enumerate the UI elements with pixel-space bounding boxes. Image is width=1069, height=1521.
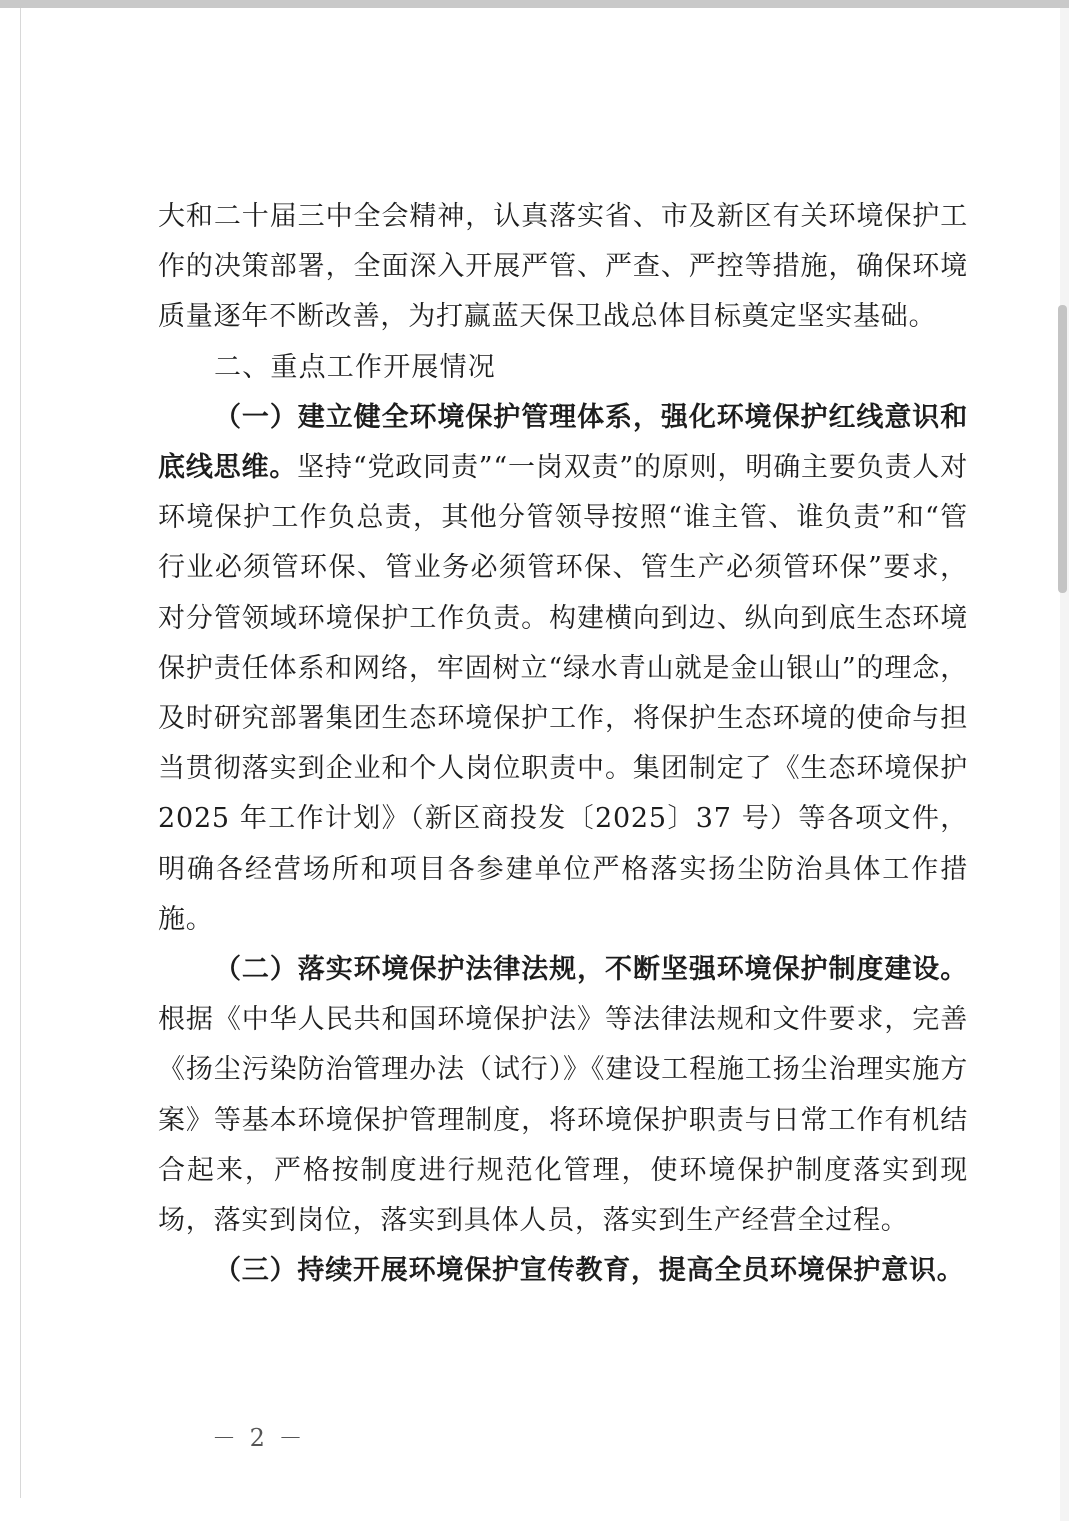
paragraph-continuation [158, 192, 968, 343]
paragraph-text: 根据《中华人民共和国环境保护法》等法律法规和文件要求，完善《扬尘污染防治管理办法（试行）》《建设工程施工扬尘治理实施方案》等基本环境保护管理制度，将环境保护职责与日常工作有机结合起来，严格按制度进行规范化管理，使环境保护制度落实到现场，落实到岗位，落实到具体人员，落实到生产经营全过程。 [158, 1004, 968, 1237]
paragraph-lead: （一）建立健全环境保护管理体系，强化环境保护红线意识和底线思维。 [158, 401, 968, 484]
scrollbar-track[interactable] [1060, 8, 1069, 1521]
paragraph-item-2 [158, 945, 968, 1246]
scrollbar-thumb[interactable] [1058, 305, 1067, 593]
viewer-top-bar [0, 0, 1069, 8]
document-body [158, 192, 968, 1296]
paragraph-text: 坚持“党政同责”“一岗双责”的原则，明确主要负责人对环境保护工作负总责，其他分管领导按照“谁主管、谁负责”和“管行业必须管环保、管业务必须管环保、管生产必须管环保”要求，对分管领域环境保护工作负责。构建横向到边、纵向到底生态环境保护责任体系和网络，牢固树立“绿水青山就是金山银山”的理念，及时研究部署集团生态环境保护工作，将保护生态环境的使命与担当贯彻落实到企业和个人岗位职责中。集团制定了《生态环境保护 2025 年工作计划》（新区商投发〔2025〕37 号）等各项文件，明确各经营场所和项目各参建单位严格落实扬尘防治具体工作措施。 [158, 452, 968, 935]
paragraph-item-1 [158, 393, 968, 945]
section-heading [158, 343, 968, 393]
paragraph-item-3 [158, 1246, 968, 1296]
section-heading-text: 二、重点工作开展情况 [214, 351, 496, 383]
paragraph-lead: （三）持续开展环境保护宣传教育，提高全员环境保护意识。 [214, 1255, 965, 1287]
page-number: － 2 － [212, 1424, 306, 1452]
page-left-edge [20, 8, 21, 1498]
paragraph-lead: （二）落实环境保护法律法规，不断坚强环境保护制度建设。 [214, 954, 968, 986]
paragraph-text: 大和二十届三中全会精神，认真落实省、市及新区有关环境保护工作的决策部署，全面深入开展严管、严查、严控等措施，确保环境质量逐年不断改善，为打赢蓝天保卫战总体目标奠定坚实基础。 [158, 201, 968, 333]
